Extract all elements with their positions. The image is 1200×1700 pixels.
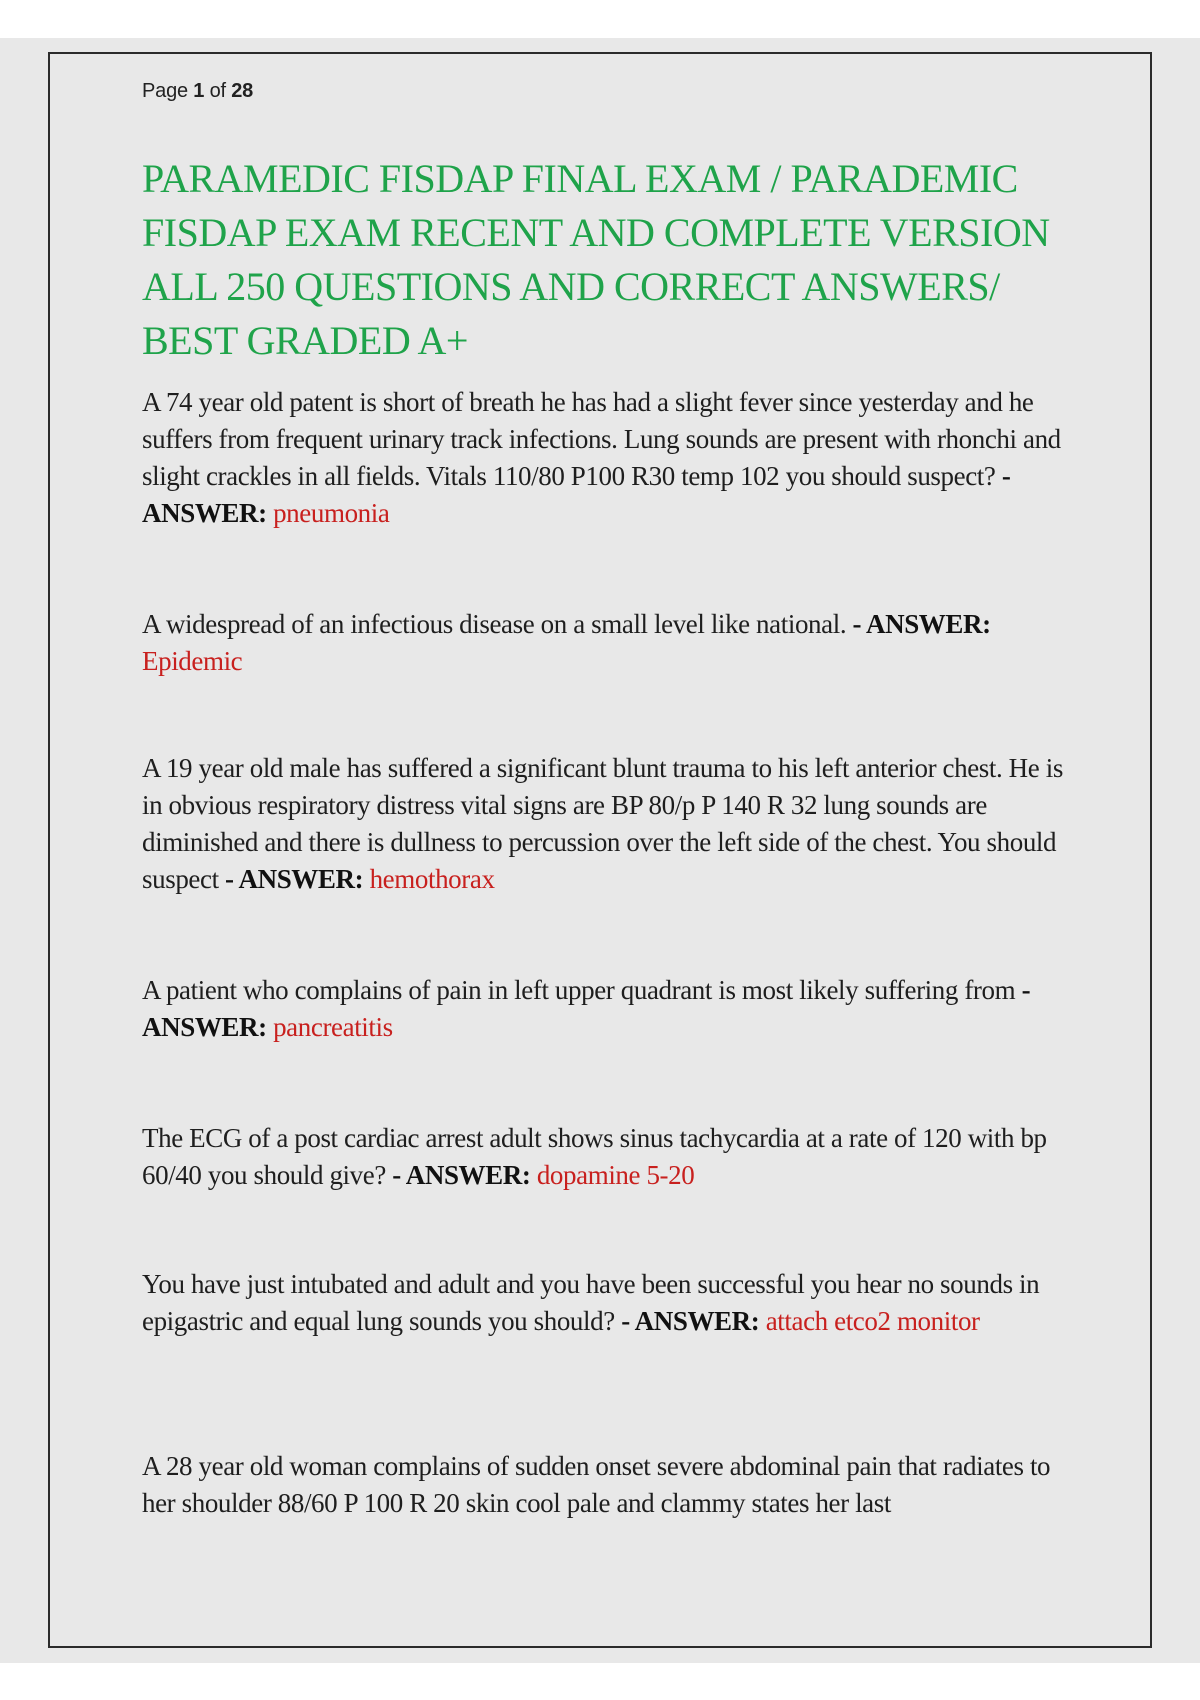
answer-text: pneumonia: [273, 498, 390, 528]
page-prefix: Page: [142, 80, 188, 102]
qa-item-1: [142, 384, 1067, 532]
qa-item-5: [142, 1120, 1067, 1194]
question-text: The ECG of a post cardiac arrest adult shows sinus tachycardia at a rate of 120 with bp 60/40 you should give?: [142, 1123, 1047, 1190]
document-title: PARAMEDIC FISDAP FINAL EXAM / PARADEMIC FISDAP EXAM RECENT AND COMPLETE VERSION ALL 250 QUESTIONS AND CORRECT ANSWERS/ BEST GRADED A+: [142, 156, 1050, 363]
answer-label: - ANSWER:: [852, 609, 991, 639]
answer-label: - ANSWER:: [225, 864, 364, 894]
answer-text: attach etco2 monitor: [765, 1306, 980, 1336]
question-text: You have just intubated and adult and you have been successful you hear no sounds in epigastric and equal lung sounds you should?: [142, 1269, 1040, 1336]
question-text: A 28 year old woman complains of sudden onset severe abdominal pain that radiates to her shoulder 88/60 P 100 R 20 skin cool pale and clammy states her last: [142, 1451, 1051, 1518]
question-text: A patient who complains of pain in left upper quadrant is most likely suffering from: [142, 975, 1016, 1005]
answer-text: pancreatitis: [273, 1012, 393, 1042]
question-text: A 74 year old patent is short of breath he has had a slight fever since yesterday and he suffers from frequent urinary track infections. Lung sounds are present with rhonchi and slight crackles in all fields. Vitals 110/80 P100 R30 temp 102 you should suspect?: [142, 387, 1061, 491]
qa-item-2: [142, 606, 1067, 680]
qa-item-6: [142, 1266, 1067, 1340]
question-text: A widespread of an infectious disease on a small level like national.: [142, 609, 847, 639]
answer-text: Epidemic: [142, 646, 243, 676]
qa-item-7: [142, 1448, 1067, 1522]
question-text: A 19 year old male has suffered a significant blunt trauma to his left anterior chest. He is in obvious respiratory distress vital signs are BP 80/p P 140 R 32 lung sounds are diminished and there is dullness to percussion over the left side of the chest. You should suspect: [142, 753, 1063, 894]
answer-text: dopamine 5-20: [536, 1160, 695, 1190]
page-total: 28: [231, 80, 254, 102]
answer-label: - ANSWER:: [142, 975, 1031, 1042]
answer-text: hemothorax: [369, 864, 495, 894]
answer-label: - ANSWER:: [142, 461, 1011, 528]
page-of: of: [209, 80, 226, 102]
qa-item-3: [142, 750, 1067, 898]
page-current: 1: [193, 80, 205, 102]
answer-label: - ANSWER:: [621, 1306, 760, 1336]
page-number: [142, 80, 253, 103]
answer-label: - ANSWER:: [392, 1160, 531, 1190]
qa-item-4: [142, 972, 1067, 1046]
